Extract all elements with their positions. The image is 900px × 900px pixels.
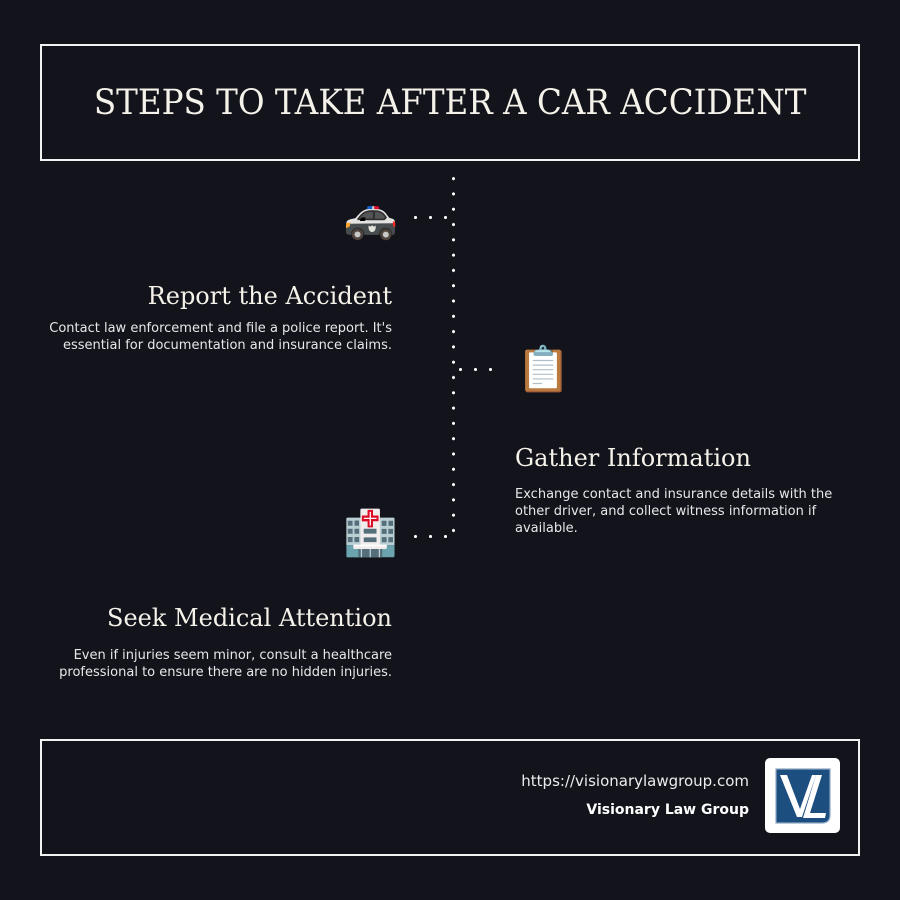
police-car-icon: 🚓 bbox=[343, 191, 398, 242]
company-logo bbox=[765, 758, 840, 833]
title-banner bbox=[40, 44, 860, 161]
connector-dots-step-2 bbox=[453, 368, 501, 371]
company-name: Visionary Law Group bbox=[586, 802, 749, 818]
step-1-title: Report the Accident bbox=[147, 282, 392, 310]
step-1-description: Contact law enforcement and file a police report. It's essential for documentation and insurance claims. bbox=[49, 321, 392, 353]
footer-banner bbox=[40, 739, 860, 856]
step-2-title: Gather Information bbox=[515, 444, 751, 472]
step-3-title: Seek Medical Attention bbox=[107, 604, 392, 632]
step-2-description: Exchange contact and insurance details with the other driver, and collect witness information if available. bbox=[515, 487, 833, 536]
connector-dots-step-3 bbox=[408, 535, 454, 538]
hospital-icon: 🏥 bbox=[343, 508, 398, 559]
connector-dots-step-1 bbox=[408, 216, 454, 219]
vl-logo-icon bbox=[772, 765, 834, 827]
website-link[interactable]: https://visionarylawgroup.com bbox=[521, 772, 749, 790]
timeline-vertical-line bbox=[452, 171, 455, 539]
clipboard-icon: 📋 bbox=[516, 344, 571, 395]
step-3-description: Even if injuries seem minor, consult a healthcare professional to ensure there are no hidden injuries. bbox=[59, 648, 392, 680]
page-title: STEPS TO TAKE AFTER A CAR ACCIDENT bbox=[93, 82, 807, 123]
